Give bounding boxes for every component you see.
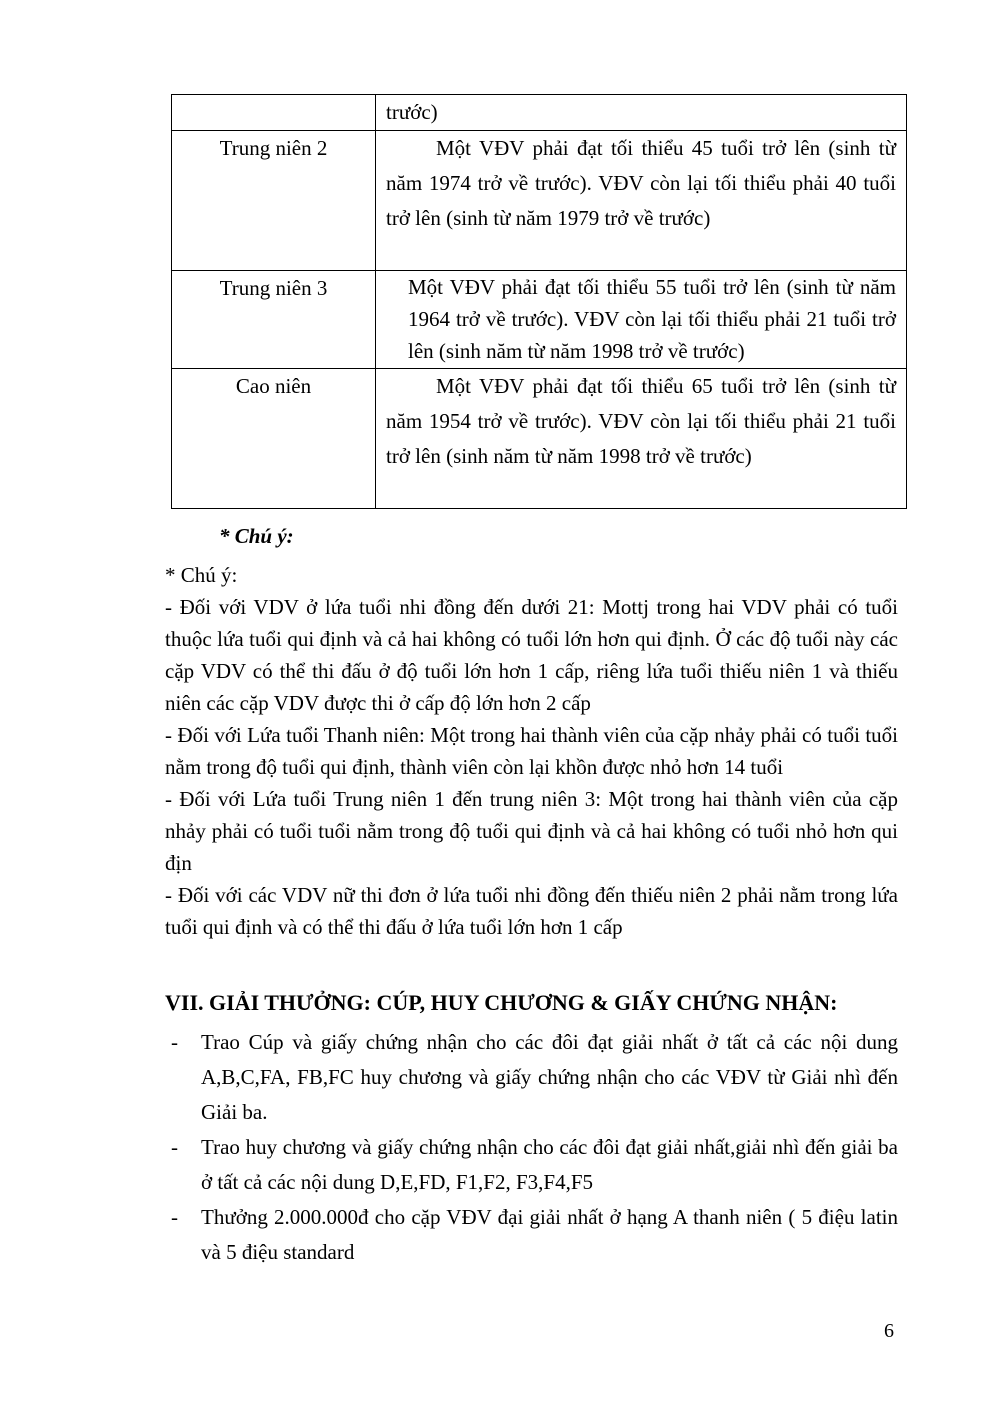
note-body: [165, 559, 898, 943]
category-cell: [172, 95, 376, 131]
category-cell: Trung niên 2: [172, 131, 376, 271]
note-paragraph: - Đối với Lứa tuổi Trung niên 1 đến trung niên 3: Một trong hai thành viên của cặp nhảy phải có tuổi tuổi nằm trong độ tuổi qui định và cả hai không có tuổi nhỏ hơn qui địn: [165, 787, 898, 875]
awards-list: [165, 1025, 898, 1270]
rule-text: Một VĐV phải đạt tối thiểu 45 tuổi trở lên (sinh từ năm 1974 trở về trước). VĐV còn lại tối thiểu phải 40 tuổi trở lên (sinh từ năm 1979 trở về trước): [386, 136, 896, 230]
note-heading: * Chú ý:: [219, 524, 294, 548]
list-item-text: Trao Cúp và giấy chứng nhận cho các đôi đạt giải nhất ở tất cả các nội dung A,B,C,FA, FB,FC huy chương và giấy chứng nhận cho các VĐV từ Giải nhì đến Giải ba.: [201, 1030, 898, 1124]
rule-cell: trước): [376, 95, 907, 131]
note-paragraph: - Đối với Lứa tuổi Thanh niên: Một trong hai thành viên của cặp nhảy phải có tuổi tuổi nằm trong độ tuổi qui định, thành viên còn lại khồn được nhỏ hơn 14 tuổi: [165, 723, 898, 779]
note-subtitle: * Chú ý:: [165, 563, 238, 587]
age-rules-table: [171, 94, 907, 509]
table-row: [172, 131, 907, 271]
rule-text: Một VĐV phải đạt tối thiểu 65 tuổi trở lên (sinh từ năm 1954 trở về trước). VĐV còn lại tối thiểu phải 21 tuổi trở lên (sinh năm từ năm 1998 trở về trước): [386, 374, 896, 468]
bullet-dash: -: [171, 1205, 178, 1229]
category-cell: Trung niên 3: [172, 271, 376, 369]
rule-cell: [376, 369, 907, 509]
rule-cell: [376, 131, 907, 271]
list-item: [165, 1025, 898, 1130]
page-number: 6: [884, 1320, 894, 1342]
section-heading: VII. GIẢI THƯỞNG: CÚP, HUY CHƯƠNG & GIẤY CHỨNG NHẬN:: [165, 990, 838, 1015]
note-paragraph: - Đối với các VDV nữ thi đơn ở lứa tuổi nhi đồng đến thiếu niên 2 phải nằm trong lứa tuổi qui định và có thể thi đấu ở lứa tuổi lớn hơn 1 cấp: [165, 883, 898, 939]
bullet-dash: -: [171, 1030, 178, 1054]
note-paragraph: - Đối với VDV ở lứa tuổi nhi đồng đến dưới 21: Mottj trong hai VDV phải có tuổi thuộc lứa tuổi qui định và cả hai không có tuổi lớn hơn qui định. Ở các độ tuổi này các cặp VDV có thể thi đấu ở độ tuổi lớn hơn 1 cấp, riêng lứa tuổi thiếu niên 1 và thiếu niên các cặp VDV được thi ở cấp độ lớn hơn 2 cấp: [165, 595, 898, 715]
table-row: [172, 369, 907, 509]
rule-cell: Một VĐV phải đạt tối thiểu 55 tuổi trở lên (sinh từ năm 1964 trở về trước). VĐV còn lại tối thiểu phải 21 tuổi trở lên (sinh năm từ năm 1998 trở về trước): [376, 271, 907, 369]
category-cell: Cao niên: [172, 369, 376, 509]
list-item: [165, 1130, 898, 1200]
table-row: [172, 271, 907, 369]
list-item-text: Thưởng 2.000.000đ cho cặp VĐV đại giải nhất ở hạng A thanh niên ( 5 điệu latin và 5 điệu standard: [201, 1205, 898, 1264]
bullet-dash: -: [171, 1135, 178, 1159]
table-row: [172, 95, 907, 131]
list-item-text: Trao huy chương và giấy chứng nhận cho các đôi đạt giải nhất,giải nhì đến giải ba ở tất cả các nội dung D,E,FD, F1,F2, F3,F4,F5: [201, 1135, 898, 1194]
list-item: [165, 1200, 898, 1270]
